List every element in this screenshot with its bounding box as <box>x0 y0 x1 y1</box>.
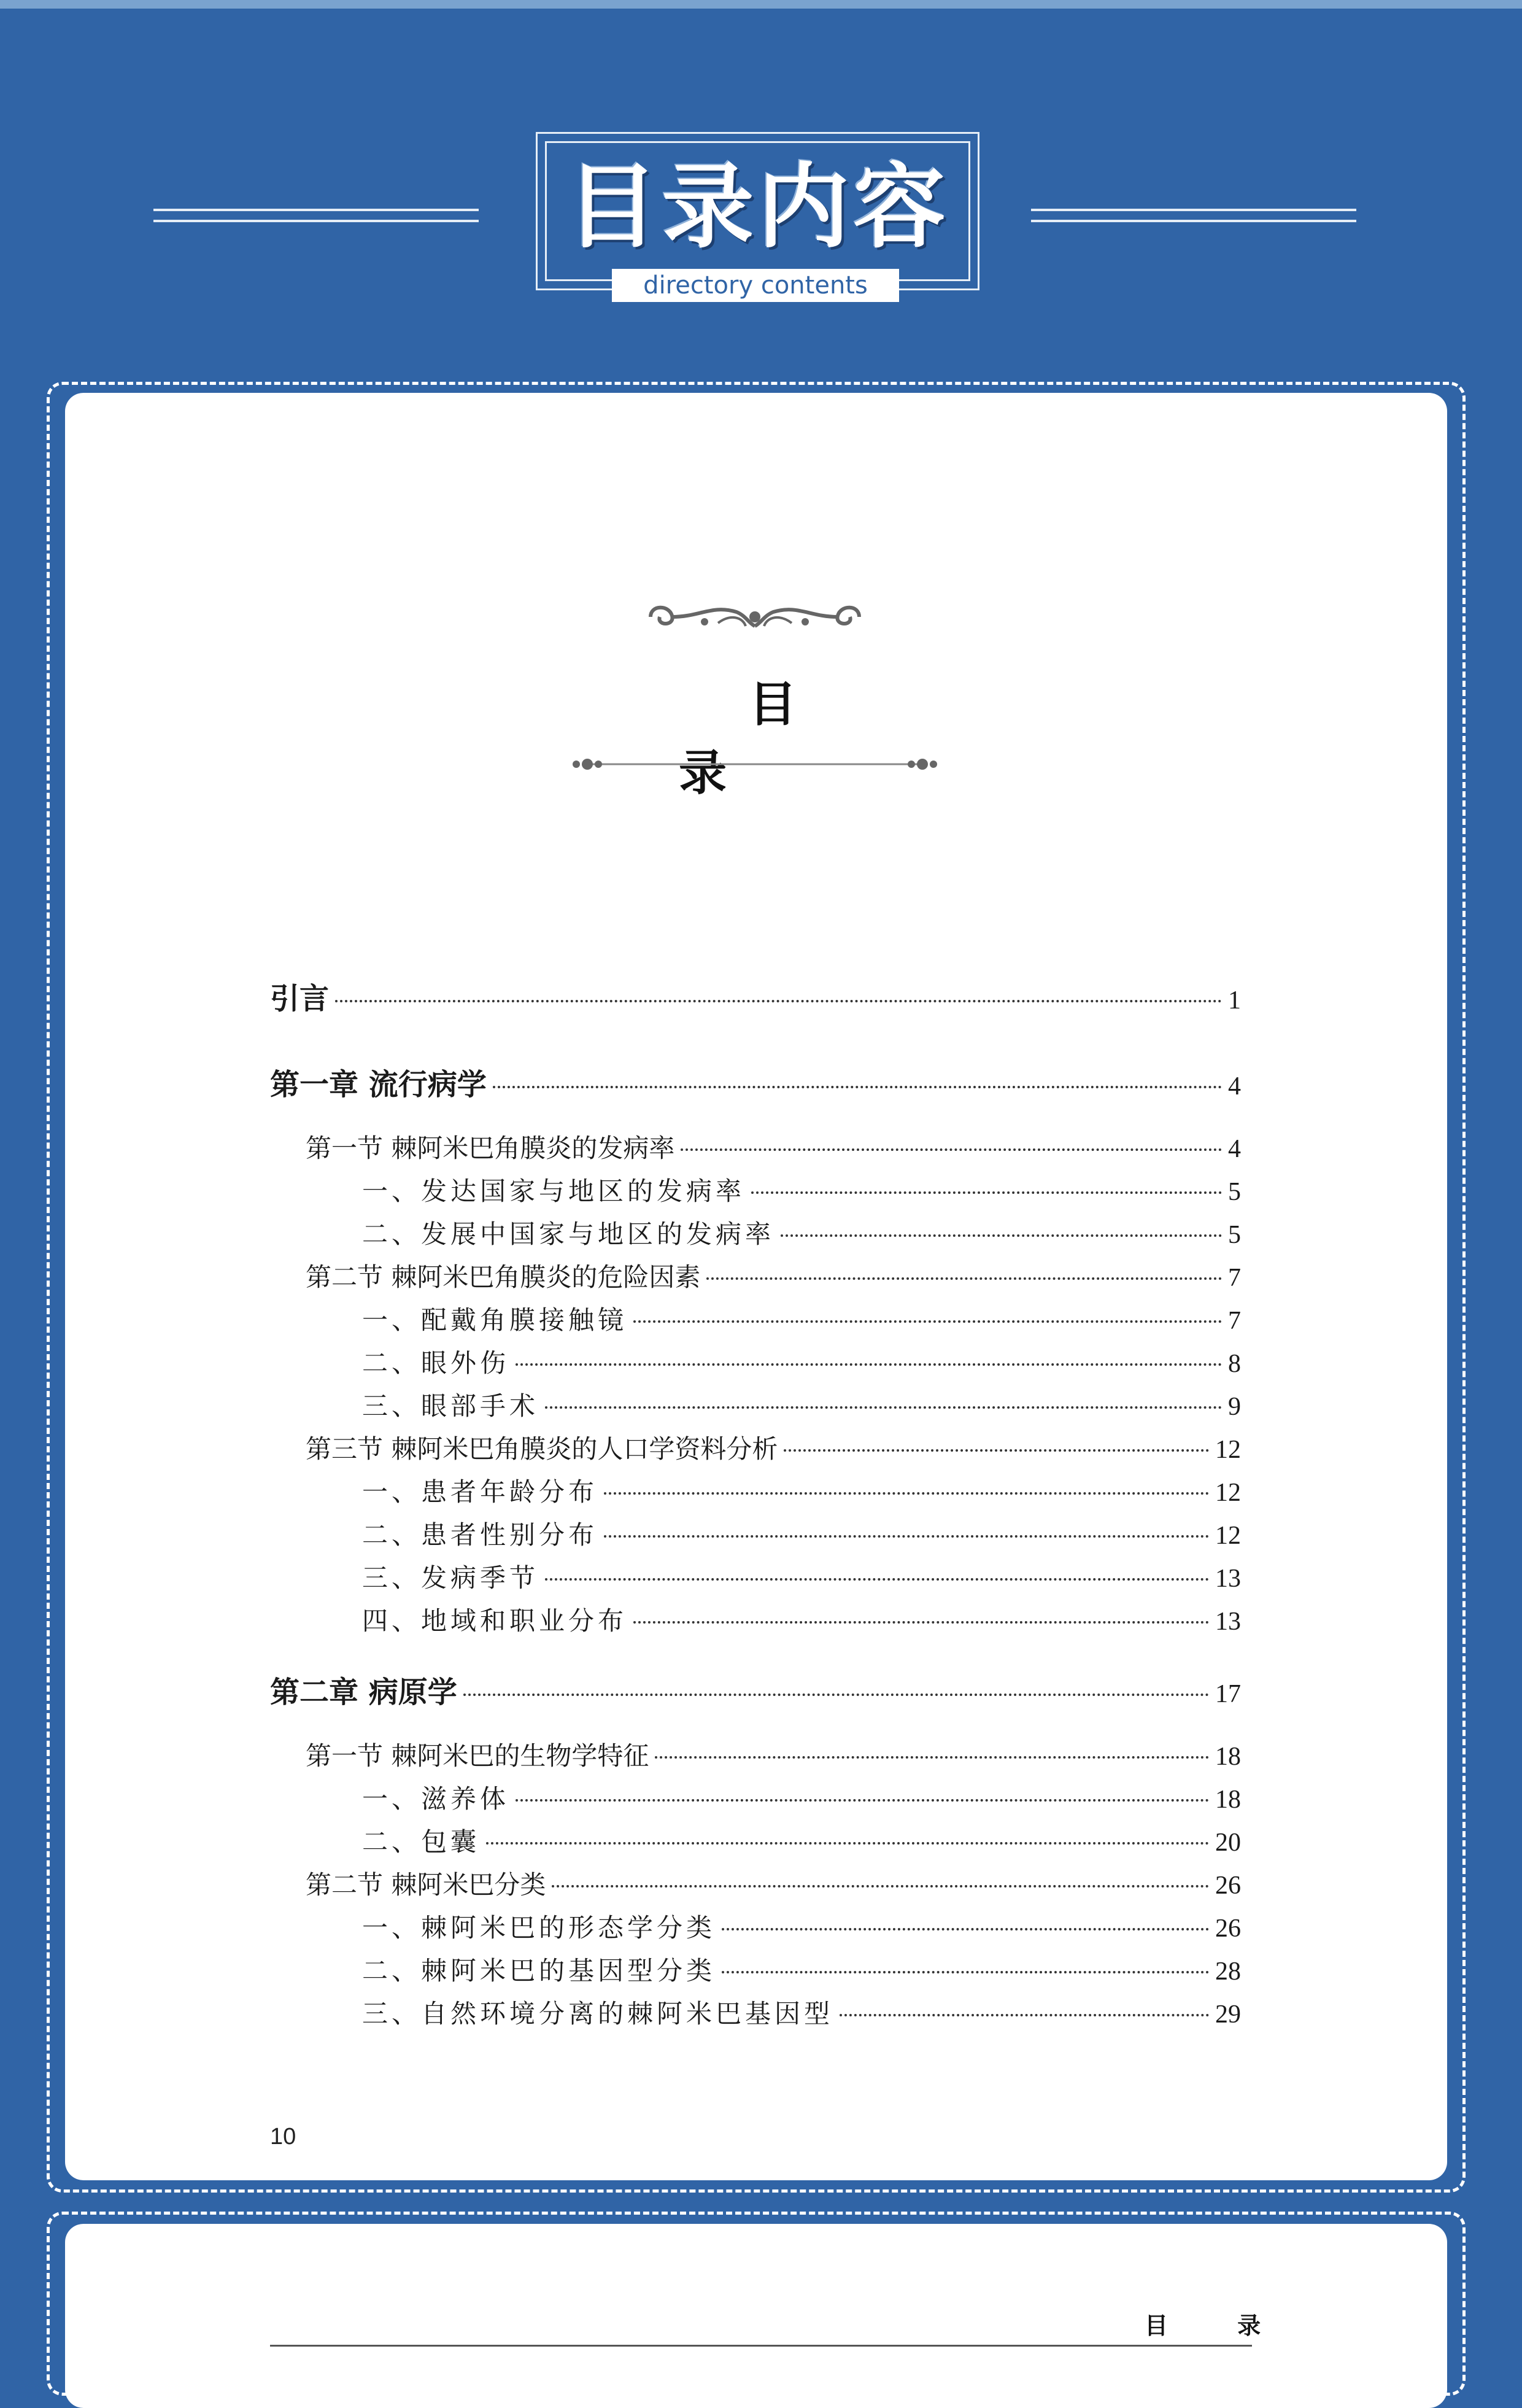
leader-dots <box>493 1086 1222 1088</box>
toc-entry-page: 18 <box>1215 1786 1241 1814</box>
toc-entry-label: 第一节 棘阿米巴角膜炎的发病率 <box>306 1133 675 1163</box>
toc-entry-page: 7 <box>1228 1307 1241 1335</box>
toc-entry-page: 17 <box>1215 1680 1241 1708</box>
leader-dots <box>751 1191 1222 1194</box>
toc-entry-label: 一、棘阿米巴的形态学分类 <box>362 1913 716 1943</box>
toc-title: 目 录 <box>678 676 902 801</box>
toc-entry[interactable] <box>362 1386 1241 1423</box>
toc-entry-label: 一、配戴角膜接触镜 <box>362 1305 628 1335</box>
flourish-ornament-icon <box>644 598 865 641</box>
toc-entry[interactable] <box>362 1171 1241 1208</box>
toc-entry-page: 12 <box>1215 1479 1241 1507</box>
leader-dots <box>722 1971 1209 1973</box>
toc-entry-page: 4 <box>1228 1135 1241 1163</box>
leader-dots <box>681 1148 1222 1151</box>
leader-dots <box>463 1694 1209 1696</box>
leader-dots <box>706 1277 1222 1280</box>
toc-entry[interactable] <box>306 1257 1241 1294</box>
toc-entry-page: 26 <box>1215 1872 1241 1900</box>
toc-entry-label: 第二节 棘阿米巴角膜炎的危险因素 <box>306 1262 701 1292</box>
leader-dots <box>840 2014 1209 2016</box>
toc-entry-label: 三、发病季节 <box>362 1563 539 1593</box>
leader-dots <box>545 1578 1209 1581</box>
toc-entry[interactable] <box>362 1601 1241 1638</box>
toc-entry[interactable] <box>270 1061 1241 1103</box>
toc-entry[interactable] <box>362 1214 1241 1251</box>
toc-entry-label: 二、发展中国家与地区的发病率 <box>362 1219 775 1249</box>
toc-entry-label: 引言 <box>270 981 330 1016</box>
toc-entry-page: 28 <box>1215 1957 1241 1986</box>
toc-entry-page: 5 <box>1228 1221 1241 1249</box>
toc-entry-page: 20 <box>1215 1829 1241 1857</box>
toc-entry-page: 8 <box>1228 1350 1241 1378</box>
leader-dots <box>604 1492 1209 1495</box>
toc-entry-page: 13 <box>1215 1565 1241 1593</box>
header-title: 目录内容 <box>566 154 949 261</box>
toc-entry[interactable] <box>362 1908 1241 1945</box>
header-subtitle: directory contents <box>612 269 899 302</box>
toc-entry-label: 二、棘阿米巴的基因型分类 <box>362 1956 716 1986</box>
toc-entry-page: 12 <box>1215 1522 1241 1550</box>
toc-entry[interactable] <box>362 1515 1241 1552</box>
divider-ornament-icon <box>568 752 942 776</box>
leader-dots <box>784 1449 1209 1452</box>
toc-entry[interactable] <box>362 1994 1241 2031</box>
toc-entry-label: 第一节 棘阿米巴的生物学特征 <box>306 1741 649 1771</box>
toc-entry[interactable] <box>270 1668 1241 1711</box>
toc-entry-page: 7 <box>1228 1264 1241 1292</box>
toc-entry-label: 一、发达国家与地区的发病率 <box>362 1176 746 1206</box>
toc-entry[interactable] <box>306 1128 1241 1165</box>
toc-entry-label: 一、滋养体 <box>362 1784 510 1814</box>
toc-entry[interactable] <box>362 1472 1241 1509</box>
toc-entry[interactable] <box>362 1951 1241 1988</box>
toc-entry-page: 12 <box>1215 1436 1241 1464</box>
toc-entry[interactable] <box>362 1343 1241 1380</box>
toc-entry-label: 二、眼外伤 <box>362 1348 510 1378</box>
leader-dots <box>781 1234 1222 1237</box>
leader-dots <box>335 1000 1222 1002</box>
toc-entry[interactable] <box>270 975 1241 1017</box>
page-number: 10 <box>270 2124 296 2150</box>
toc-entry-label: 二、患者性别分布 <box>362 1520 598 1550</box>
toc-entry-label: 三、自然环境分离的棘阿米巴基因型 <box>362 1999 834 2029</box>
toc-entry[interactable] <box>306 1429 1241 1466</box>
header-rule-right <box>1031 209 1356 222</box>
toc-entry-label: 三、眼部手术 <box>362 1391 539 1421</box>
leader-dots <box>516 1363 1222 1366</box>
leader-dots <box>655 1756 1209 1759</box>
leader-dots <box>633 1320 1222 1323</box>
toc-entry-page: 5 <box>1228 1178 1241 1206</box>
toc-entry[interactable] <box>362 1779 1241 1816</box>
leader-dots <box>545 1406 1222 1409</box>
toc-entry-label: 一、患者年龄分布 <box>362 1477 598 1507</box>
toc-entry-page: 29 <box>1215 2000 1241 2029</box>
toc-entry[interactable] <box>306 1736 1241 1773</box>
leader-dots <box>604 1535 1209 1538</box>
toc-entry-page: 9 <box>1228 1393 1241 1421</box>
leader-dots <box>516 1799 1209 1802</box>
leader-dots <box>722 1928 1209 1930</box>
toc-entry-page: 1 <box>1228 986 1241 1015</box>
toc-entry[interactable] <box>362 1558 1241 1595</box>
toc-entry-page: 4 <box>1228 1072 1241 1101</box>
toc-entry-label: 第一章 流行病学 <box>270 1067 487 1102</box>
toc-entry-page: 26 <box>1215 1914 1241 1943</box>
header-title-frame <box>536 132 979 290</box>
toc-entry[interactable] <box>306 1865 1241 1902</box>
toc-entry-page: 18 <box>1215 1743 1241 1771</box>
running-head-rule <box>270 2345 1252 2347</box>
toc-entry[interactable] <box>362 1822 1241 1859</box>
toc-entry-page: 13 <box>1215 1608 1241 1636</box>
top-band <box>0 0 1522 9</box>
toc-entry-label: 第二章 病原学 <box>270 1675 457 1709</box>
toc-entry-label: 四、地域和职业分布 <box>362 1606 628 1636</box>
toc-entry-label: 第三节 棘阿米巴角膜炎的人口学资料分析 <box>306 1434 778 1464</box>
leader-dots <box>552 1885 1209 1887</box>
toc-entry-label: 二、包囊 <box>362 1827 481 1857</box>
leader-dots <box>486 1842 1209 1845</box>
toc-entry-label: 第二节 棘阿米巴分类 <box>306 1870 546 1900</box>
toc-entry[interactable] <box>362 1300 1241 1337</box>
header-rule-left <box>153 209 479 222</box>
leader-dots <box>633 1621 1209 1624</box>
running-head: 目 录 <box>1145 2312 1292 2339</box>
